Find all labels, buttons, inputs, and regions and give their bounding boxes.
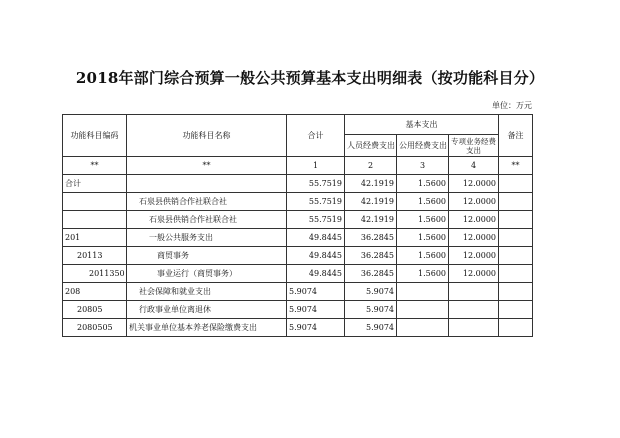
public-cell: 1.5600 — [397, 265, 449, 283]
special-cell — [449, 301, 499, 319]
special-cell — [449, 319, 499, 337]
header-name: 功能科目名称 — [127, 115, 287, 157]
header-special: 专项业务经费支出 — [449, 135, 499, 157]
public-cell — [397, 301, 449, 319]
page-title: 2018年部门综合预算一般公共预算基本支出明细表（按功能科目分） — [75, 69, 545, 87]
table-row — [63, 193, 533, 211]
index-cell: ** — [499, 157, 533, 175]
table-row — [63, 247, 533, 265]
personnel-cell: 5.9074 — [345, 319, 397, 337]
total-cell: 55.7519 — [287, 193, 345, 211]
personnel-cell: 36.2845 — [345, 265, 397, 283]
table-row — [63, 211, 533, 229]
header-basic: 基本支出 — [345, 115, 499, 135]
special-cell: 12.0000 — [449, 211, 499, 229]
code-cell: 20113 — [63, 247, 127, 265]
personnel-cell: 42.1919 — [345, 211, 397, 229]
special-cell: 12.0000 — [449, 175, 499, 193]
unit-label: 单位：万元 — [492, 101, 532, 110]
name-cell: 石泉县供销合作社联合社 — [127, 193, 287, 211]
special-cell: 12.0000 — [449, 193, 499, 211]
table-row — [63, 265, 533, 283]
public-cell: 1.5600 — [397, 229, 449, 247]
code-cell: 合计 — [63, 175, 127, 193]
header-note: 备注 — [499, 115, 533, 157]
note-cell — [499, 265, 533, 283]
personnel-cell: 36.2845 — [345, 247, 397, 265]
table-row — [63, 301, 533, 319]
name-cell: 机关事业单位基本养老保险缴费支出 — [127, 319, 287, 337]
header-total: 合计 — [287, 115, 345, 157]
total-cell: 5.9074 — [287, 319, 345, 337]
special-cell: 12.0000 — [449, 247, 499, 265]
personnel-cell: 5.9074 — [345, 283, 397, 301]
index-cell: ** — [127, 157, 287, 175]
public-cell: 1.5600 — [397, 175, 449, 193]
note-cell — [499, 247, 533, 265]
index-cell: 2 — [345, 157, 397, 175]
public-cell: 1.5600 — [397, 193, 449, 211]
table-row — [63, 229, 533, 247]
note-cell — [499, 229, 533, 247]
total-cell: 5.9074 — [287, 301, 345, 319]
table-row — [63, 175, 533, 193]
special-cell: 12.0000 — [449, 265, 499, 283]
public-cell — [397, 319, 449, 337]
index-cell: 4 — [449, 157, 499, 175]
note-cell — [499, 211, 533, 229]
total-cell: 49.8445 — [287, 247, 345, 265]
name-cell: 行政事业单位离退休 — [127, 301, 287, 319]
public-cell: 1.5600 — [397, 211, 449, 229]
code-cell: 2011350 — [63, 265, 127, 283]
header-code: 功能科目编码 — [63, 115, 127, 157]
header-public: 公用经费支出 — [397, 135, 449, 157]
personnel-cell: 42.1919 — [345, 193, 397, 211]
special-cell: 12.0000 — [449, 229, 499, 247]
total-cell: 5.9074 — [287, 283, 345, 301]
budget-table — [62, 114, 533, 337]
note-cell — [499, 283, 533, 301]
note-cell — [499, 319, 533, 337]
personnel-cell: 42.1919 — [345, 175, 397, 193]
index-cell: 1 — [287, 157, 345, 175]
personnel-cell: 36.2845 — [345, 229, 397, 247]
code-cell: 208 — [63, 283, 127, 301]
name-cell: 商贸事务 — [127, 247, 287, 265]
name-cell: 一般公共服务支出 — [127, 229, 287, 247]
code-cell: 201 — [63, 229, 127, 247]
personnel-cell: 5.9074 — [345, 301, 397, 319]
total-cell: 49.8445 — [287, 265, 345, 283]
note-cell — [499, 175, 533, 193]
note-cell — [499, 301, 533, 319]
total-cell: 49.8445 — [287, 229, 345, 247]
name-cell: 石泉县供销合作社联合社 — [127, 211, 287, 229]
table-row — [63, 283, 533, 301]
name-cell — [127, 175, 287, 193]
name-cell: 事业运行（商贸事务） — [127, 265, 287, 283]
index-cell: ** — [63, 157, 127, 175]
name-cell: 社会保障和就业支出 — [127, 283, 287, 301]
index-cell: 3 — [397, 157, 449, 175]
header-personnel: 人员经费支出 — [345, 135, 397, 157]
note-cell — [499, 193, 533, 211]
special-cell — [449, 283, 499, 301]
code-cell — [63, 193, 127, 211]
code-cell: 2080505 — [63, 319, 127, 337]
total-cell: 55.7519 — [287, 211, 345, 229]
table-row — [63, 319, 533, 337]
code-cell: 20805 — [63, 301, 127, 319]
public-cell — [397, 283, 449, 301]
public-cell: 1.5600 — [397, 247, 449, 265]
code-cell — [63, 211, 127, 229]
total-cell: 55.7519 — [287, 175, 345, 193]
